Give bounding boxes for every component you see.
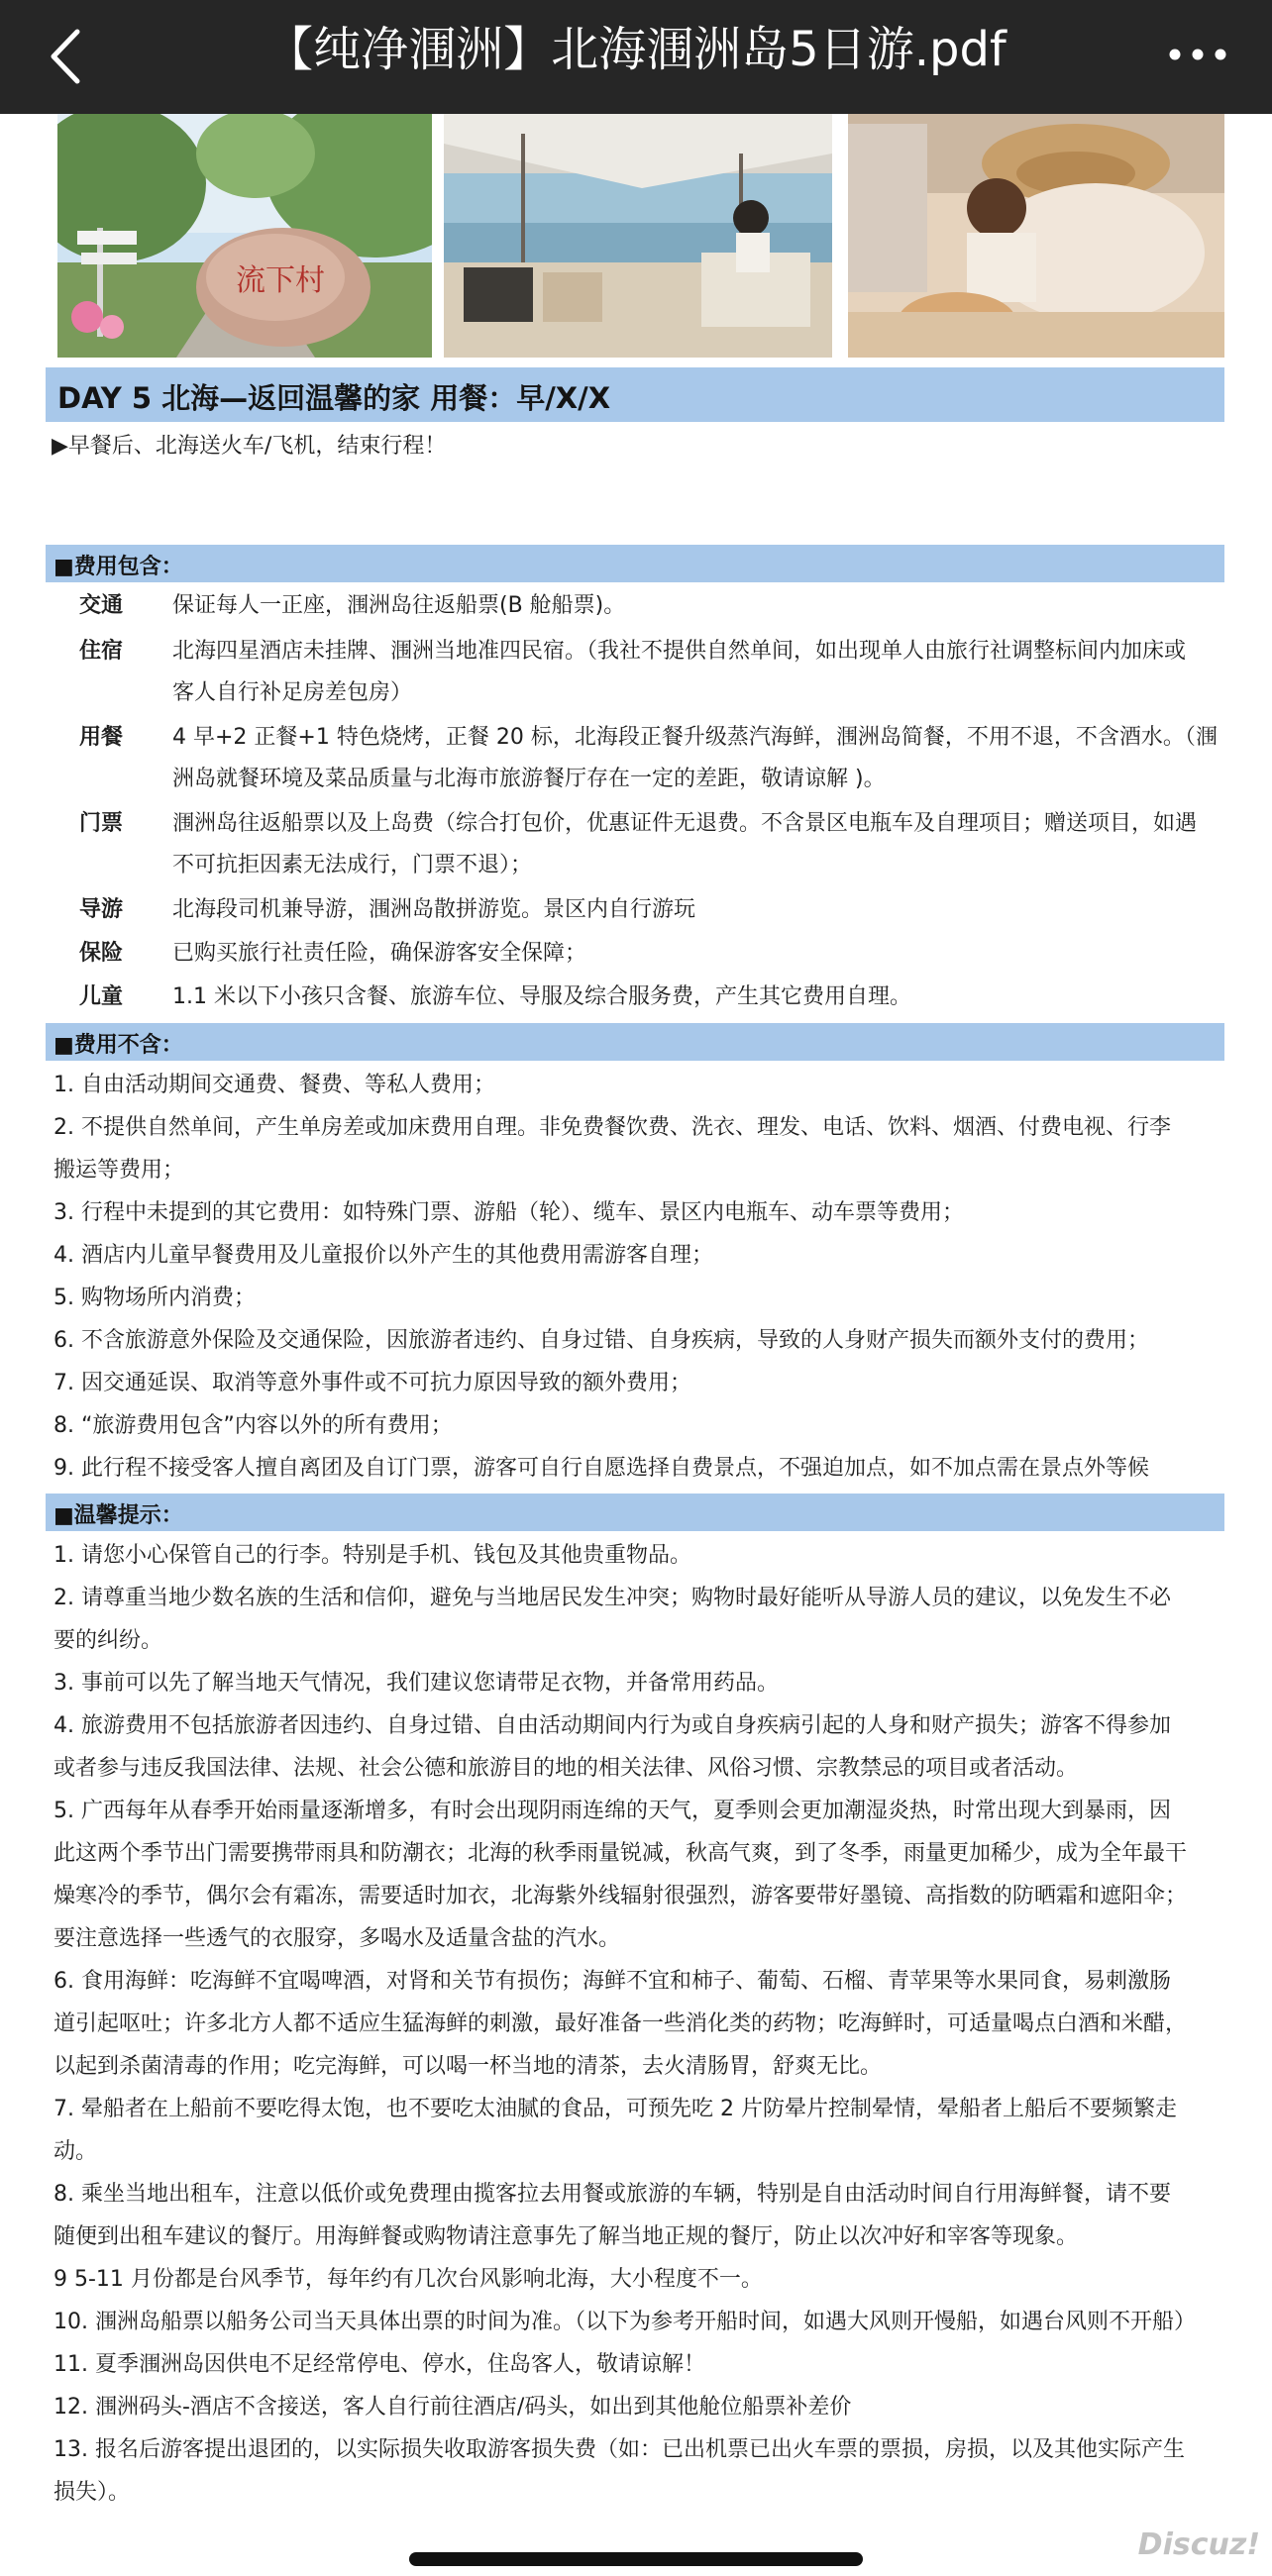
tips-line: 要的纠纷。 xyxy=(53,1628,163,1653)
tips-line: 以起到杀菌清毒的作用；吃完海鲜，可以喝一杯当地的清茶，去火清肠胃，舒爽无比。 xyxy=(53,2054,883,2079)
more-button[interactable] xyxy=(1163,30,1232,79)
included-label: 导游 xyxy=(79,897,124,922)
excluded-line: 7. 因交通延误、取消等意外事件或不可抗力原因导致的额外费用； xyxy=(53,1371,691,1395)
section-fee-included-title: ■费用包含： xyxy=(53,555,183,579)
section-tips-bar xyxy=(46,1494,1224,1531)
tips-line: 或者参与违反我国法律、法规、社会公德和旅游目的地的相关法律、风俗习惯、宗教禁忌的项目或者活动。 xyxy=(53,1756,1079,1781)
section-fee-excluded-title: ■费用不含： xyxy=(53,1033,183,1058)
tips-line: 6. 食用海鲜：吃海鲜不宜喝啤酒，对肾和关节有损伤；海鲜不宜和柿子、葡萄、石榴、青苹果等水果同食，易刺激肠 xyxy=(53,1969,1171,1994)
tips-line: 燥寒冷的季节，偶尔会有霜冻，需要适时加衣，北海紫外线辐射很强烈，游客要带好墨镜、高指数的防晒霜和遮阳伞； xyxy=(53,1884,1188,1908)
tips-line: 11. 夏季涠洲岛因供电不足经常停电、停水，住岛客人，敬请谅解！ xyxy=(53,2352,705,2377)
tips-line: 12. 涠洲码头-酒店不含接送，客人自行前往酒店/码头，如出到其他舱位船票补差价 xyxy=(53,2395,852,2420)
tips-line: 动。 xyxy=(53,2139,98,2164)
included-label: 住宿 xyxy=(79,639,124,664)
tips-line: 8. 乘坐当地出租车，注意以低价或免费理由揽客拉去用餐或旅游的车辆，特别是自由活动时间自行用海鲜餐，请不要 xyxy=(53,2182,1171,2207)
tips-line: 5. 广西每年从春季开始雨量逐渐增多，有时会出现阴雨连绵的天气，夏季则会更加潮湿炎热，时常出现大到暴雨，因 xyxy=(53,1799,1171,1823)
tips-line: 13. 报名后游客提出退团的，以实际损失收取游客损失费（如：已出机票已出火车票的票损，房损，以及其他实际产生 xyxy=(53,2437,1185,2462)
excluded-line: 9. 此行程不接受客人擅自离团及自订门票，游客可自行自愿选择自费景点，不强迫加点，如不加点需在景点外等候 xyxy=(53,1456,1149,1481)
included-label: 保险 xyxy=(79,941,124,966)
included-text: 北海段司机兼导游，涠洲岛散拼游览。景区内自行游玩 xyxy=(172,897,696,922)
tips-line: 1. 请您小心保管自己的行李。特别是手机、钱包及其他贵重物品。 xyxy=(53,1543,691,1568)
excluded-line: 5. 购物场所内消费； xyxy=(53,1286,256,1310)
tips-line: 3. 事前可以先了解当地天气情况，我们建议您请带足衣物，并备常用药品。 xyxy=(53,1671,779,1696)
day5-heading-bar xyxy=(46,367,1224,422)
day5-description: ▶早餐后、北海送火车/飞机，结束行程！ xyxy=(52,434,447,459)
watermark: Discuz! xyxy=(1137,2527,1260,2562)
photo-village-stone xyxy=(57,114,432,358)
included-label: 用餐 xyxy=(79,725,124,750)
excluded-line: 搬运等费用； xyxy=(53,1158,185,1183)
document-title: 【纯净涠洲】北海涠洲岛5日游.pdf xyxy=(265,22,1007,77)
photo-beach-tent xyxy=(444,114,832,358)
tips-line: 损失）。 xyxy=(53,2480,131,2505)
home-indicator[interactable] xyxy=(409,2552,863,2566)
excluded-line: 6. 不含旅游意外保险及交通保险，因旅游者违约、自身过错、自身疾病，导致的人身财产损失而额外支付的费用； xyxy=(53,1328,1149,1353)
back-button[interactable] xyxy=(44,22,93,91)
tips-line: 9 5-11 月份都是台风季节，每年约有几次台风影响北海，大小程度不一。 xyxy=(53,2267,763,2292)
included-text: 4 早+2 正餐+1 特色烧烤，正餐 20 标，北海段正餐升级蒸汽海鲜，涠洲岛简餐，不用不退，不含酒水。（涠 xyxy=(172,725,1218,750)
excluded-line: 1. 自由活动期间交通费、餐费、等私人费用； xyxy=(53,1073,495,1097)
excluded-line: 2. 不提供自然单间，产生单房差或加床费用自理。非免费餐饮费、洗衣、理发、电话、饮料、烟酒、付费电视、行李 xyxy=(53,1115,1171,1140)
included-text: 不可抗拒因素无法成行，门票不退）； xyxy=(172,853,533,877)
section-tips-title: ■温馨提示： xyxy=(53,1503,183,1528)
included-text: 保证每人一正座，涠洲岛往返船票(B 舱船票)。 xyxy=(172,593,626,618)
included-text: 1.1 米以下小孩只含餐、旅游车位、导服及综合服务费，产生其它费用自理。 xyxy=(172,984,911,1009)
section-fee-included-bar xyxy=(46,545,1224,582)
included-text: 客人自行补足房差包房） xyxy=(172,680,413,705)
tips-line: 此这两个季节出门需要携带雨具和防潮衣；北海的秋季雨量锐减，秋高气爽，到了冬季，雨量更加稀少，成为全年最干 xyxy=(53,1841,1188,1866)
tips-line: 7. 晕船者在上船前不要吃得太饱，也不要吃太油腻的食品，可预先吃 2 片防晕片控制晕情，晕船者上船后不要频繁走 xyxy=(53,2097,1177,2121)
tips-line: 要注意选择一些透气的衣服穿，多喝水及适量含盐的汽水。 xyxy=(53,1926,621,1951)
included-label: 儿童 xyxy=(79,984,124,1009)
included-text: 涠洲岛往返船票以及上岛费（综合打包价，优惠证件无退费。不含景区电瓶车及自理项目；赠送项目，如遇 xyxy=(172,811,1198,836)
included-text: 已购买旅行社责任险，确保游客安全保障； xyxy=(172,941,587,966)
excluded-line: 4. 酒店内儿童早餐费用及儿童报价以外产生的其他费用需游客自理； xyxy=(53,1243,713,1268)
more-horizontal-icon xyxy=(1163,30,1232,79)
stone-inscription: 流下村 xyxy=(236,263,325,298)
section-fee-excluded-bar xyxy=(46,1023,1224,1061)
tips-line: 随便到出租车建议的餐厅。用海鲜餐或购物请注意事先了解当地正规的餐厅，防止以次冲好和宰客等现象。 xyxy=(53,2224,1079,2249)
tips-line: 4. 旅游费用不包括旅游者因违约、自身过错、自由活动期间内行为或自身疾病引起的人身和财产损失；游客不得参加 xyxy=(53,1713,1171,1738)
photo-beach-family xyxy=(848,114,1224,358)
chevron-left-icon xyxy=(44,22,93,91)
top-bar xyxy=(0,0,1272,114)
included-label: 门票 xyxy=(79,811,124,836)
tips-line: 10. 涠洲岛船票以船务公司当天具体出票的时间为准。（以下为参考开船时间，如遇大风则开慢船，如遇台风则不开船） xyxy=(53,2310,1196,2334)
tips-line: 道引起呕吐；许多北方人都不适应生猛海鲜的刺激，最好准备一些消化类的药物；吃海鲜时，可适量喝点白酒和米醋， xyxy=(53,2011,1188,2036)
excluded-line: 8. “旅游费用包含”内容以外的所有费用； xyxy=(53,1413,453,1438)
day5-heading: DAY 5 北海—返回温馨的家 用餐：早/X/X xyxy=(57,381,611,415)
included-text: 洲岛就餐环境及菜品质量与北海市旅游餐厅存在一定的差距，敬请谅解 )。 xyxy=(172,767,886,791)
included-label: 交通 xyxy=(79,593,124,618)
photo-strip xyxy=(55,114,1224,360)
included-text: 北海四星酒店未挂牌、涠洲当地准四民宿。（我社不提供自然单间，如出现单人由旅行社调整标间内加床或 xyxy=(172,639,1187,664)
tips-line: 2. 请尊重当地少数名族的生活和信仰，避免与当地居民发生冲突；购物时最好能听从导游人员的建议，以免发生不必 xyxy=(53,1586,1171,1610)
excluded-line: 3. 行程中未提到的其它费用：如特殊门票、游船（轮）、缆车、景区内电瓶车、动车票等费用； xyxy=(53,1200,964,1225)
